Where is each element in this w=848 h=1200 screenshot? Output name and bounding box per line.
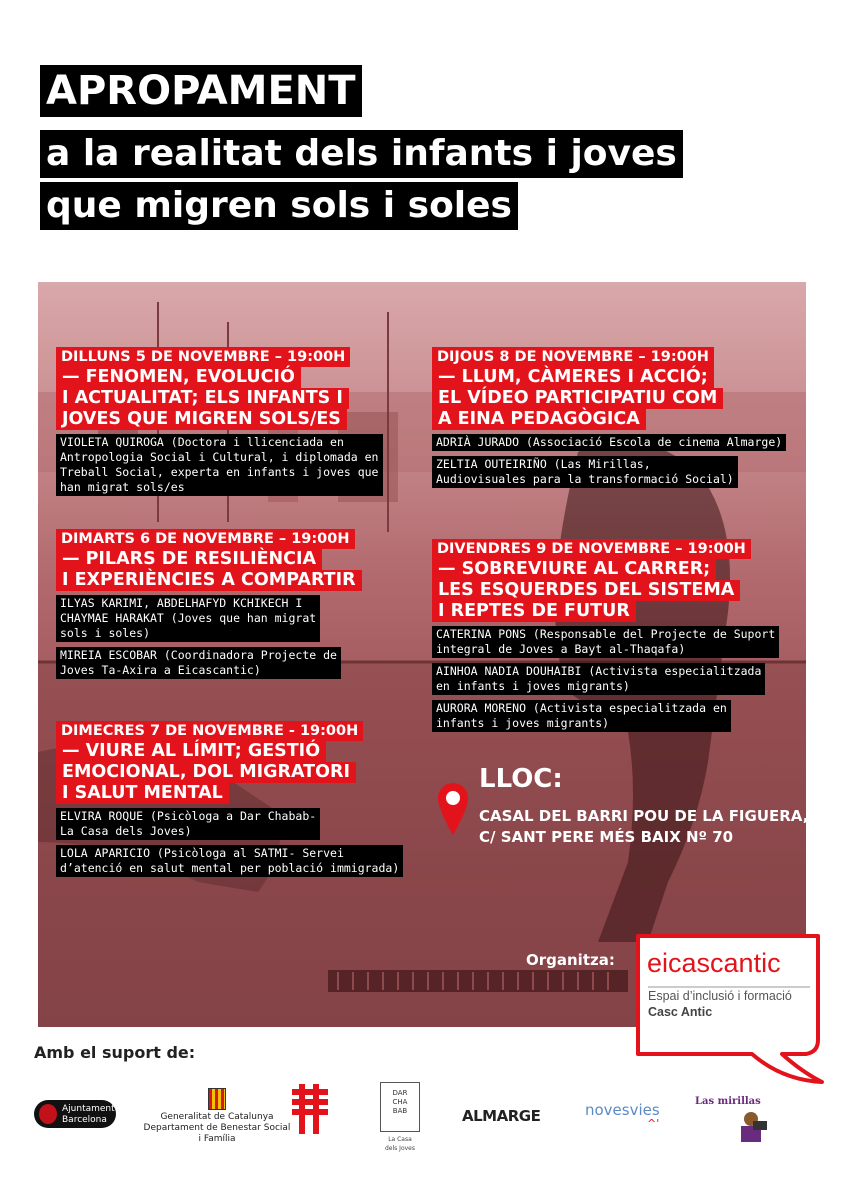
event-title-line: LES ESQUERDES DEL SISTEMA <box>432 580 740 601</box>
title-line-3: que migren sols i soles <box>40 182 518 230</box>
organizer-label: Organitza: <box>526 951 615 969</box>
generalitat-shield-icon <box>208 1088 226 1110</box>
location-label: LLOC: <box>479 764 563 794</box>
barcelona-logo-text: Ajuntament de Barcelona <box>62 1104 129 1125</box>
event-speaker: AURORA MORENO (Activista especialitzada en infants i joves migrants) <box>432 700 731 732</box>
event-tuesday <box>56 528 362 679</box>
darchabab-logo-text: DAR CHA BAB <box>392 1089 408 1115</box>
support-label: Amb el suport de: <box>34 1043 196 1062</box>
event-speaker: ADRIÀ JURADO (Associació Escola de cinema Almarge) <box>432 434 786 451</box>
event-title-line: — PILARS DE RESILIÈNCIA <box>56 549 322 570</box>
event-date: DIVENDRES 9 DE NOVEMBRE – 19:00H <box>432 539 751 559</box>
event-friday <box>432 538 779 732</box>
title-line-2: a la realitat dels infants i joves <box>40 130 683 178</box>
event-speaker: VIOLETA QUIROGA (Doctora i llicenciada en Antropologia Social i Cultural, i diplomada en Treball Social, experta en infants i joves que han migrat sols/es <box>56 434 383 496</box>
event-date: DIMECRES 7 DE NOVEMBRE - 19:00H <box>56 721 363 741</box>
event-title-line: A EINA PEDAGÒGICA <box>432 409 646 430</box>
event-speaker: LOLA APARICIO (Psicòloga al SATMI- Servei d’atenció en salut mental per població immigrada) <box>56 845 403 877</box>
event-wednesday <box>56 720 403 877</box>
event-speaker: ZELTIA OUTEIRIÑO (Las Mirillas, Audiovisuales para la transformació Social) <box>432 456 738 488</box>
event-speaker: CATERINA PONS (Responsable del Projecte de Suport integral de Joves a Bayt al-Thaqafa) <box>432 626 779 658</box>
event-title-line: I ACTUALITAT; ELS INFANTS I <box>56 388 349 409</box>
location-address <box>479 806 808 848</box>
title-line-1: APROPAMENT <box>40 65 362 117</box>
organizer-subtitle-bold: Casc Antic <box>648 1005 713 1019</box>
event-date: DILLUNS 5 DE NOVEMBRE – 19:00H <box>56 347 350 367</box>
location-address-line-1: CASAL DEL BARRI POU DE LA FIGUERA, <box>479 807 809 825</box>
event-speaker: AINHOA NADIA DOUHAIBI (Activista especialitzada en infants i joves migrants) <box>432 663 765 695</box>
event-monday <box>56 346 383 496</box>
event-speaker: ELVIRA ROQUE (Psicòloga a Dar Chabab- La Casa dels Joves) <box>56 808 320 840</box>
las-mirillas-logo-text: Las mirillas <box>695 1096 761 1107</box>
event-title-line: I REPTES DE FUTUR <box>432 601 636 622</box>
event-title-line: JOVES QUE MIGREN SOLS/ES <box>56 409 347 430</box>
event-title-line: — FENOMEN, EVOLUCIÓ <box>56 367 301 388</box>
novesvies-mark-icon: ^' <box>647 1117 660 1130</box>
event-speaker: ILYAS KARIMI, ABDELHAFYD KCHIKECH I CHAYMAE HARAKAT (Joves que han migrat sols i soles) <box>56 595 320 642</box>
darchabab-logo-footer: La Casa dels Joves <box>384 1136 415 1152</box>
event-date: DIMARTS 6 DE NOVEMBRE – 19:00H <box>56 529 355 549</box>
las-mirillas-logo <box>695 1096 771 1149</box>
event-title-line: — VIURE AL LÍMIT; GESTIÓ <box>56 741 326 762</box>
barcelona-crest-icon <box>39 1104 57 1124</box>
organizer-subtitle: Espai d’inclusió i formació <box>648 989 792 1003</box>
generalitat-logo <box>142 1088 292 1145</box>
location-pin-icon <box>438 783 468 835</box>
event-title-line: — SOBREVIURE AL CARRER; <box>432 559 716 580</box>
event-speaker: MIREIA ESCOBAR (Coordinadora Projecte de Joves Ta-Axira a Eicascantic) <box>56 647 341 679</box>
event-title-line: I EXPERIÈNCIES A COMPARTIR <box>56 570 362 591</box>
event-date: DIJOUS 8 DE NOVEMBRE – 19:00H <box>432 347 714 367</box>
event-thursday <box>432 346 786 488</box>
generalitat-logo-text: Generalitat de Catalunya Departament de Benestar Social i Família <box>143 1112 291 1144</box>
almarge-logo: ALMARGE <box>462 1107 541 1125</box>
barcelona-logo <box>34 1100 129 1128</box>
organizer-name: eicascantic <box>647 948 781 978</box>
location-address-line-2: C/ SANT PERE MÉS BAIX Nº 70 <box>479 828 734 846</box>
bayt-al-thaqafa-logo-icon <box>288 1080 332 1138</box>
event-title-line: I SALUT MENTAL <box>56 783 229 804</box>
event-title-line: EL VÍDEO PARTICIPATIU COM <box>432 388 723 409</box>
novesvies-logo <box>585 1101 660 1130</box>
event-title-line: EMOCIONAL, DOL MIGRATORI <box>56 762 356 783</box>
las-mirillas-character-icon <box>731 1109 771 1149</box>
event-title-line: — LLUM, CÀMERES I ACCIÓ; <box>432 367 714 388</box>
darchabab-logo <box>380 1082 420 1152</box>
novesvies-logo-text: novesvies <box>585 1101 660 1119</box>
